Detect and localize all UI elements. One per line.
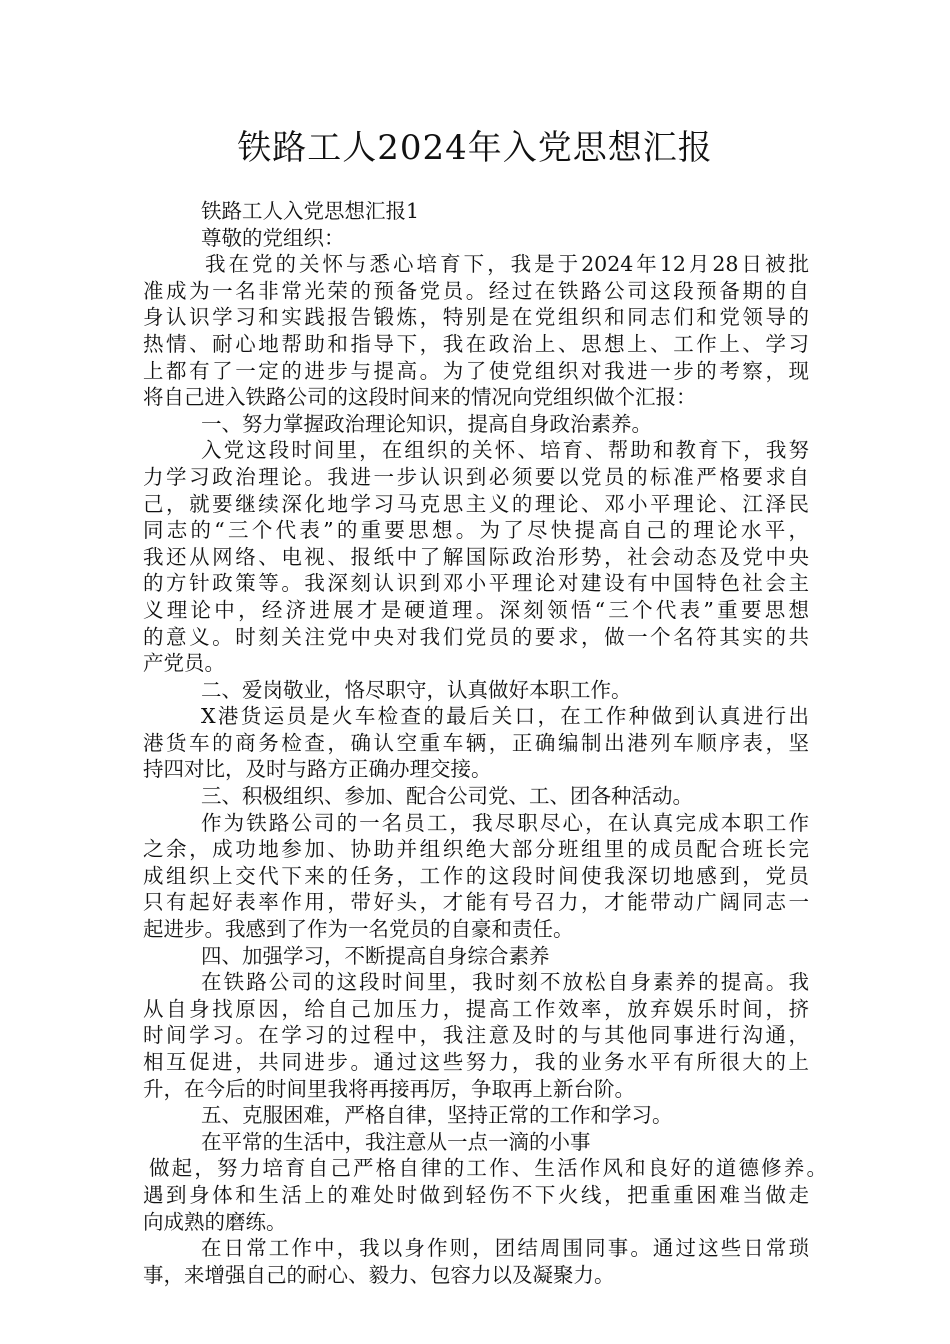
paragraph-line: 义理论中，经济进展才是硬道理。深刻领悟“三个代表”重要思想: [143, 597, 809, 622]
paragraph-line: 时间学习。在学习的过程中，我注意及时的与其他同事进行沟通，: [143, 1023, 809, 1048]
paragraph-line: 准成为一名非常光荣的预备党员。经过在铁路公司这段预备期的自: [143, 278, 809, 303]
paragraph-line: 我在党的关怀与悉心培育下，我是于2024年12月28日被批: [205, 252, 809, 277]
paragraph-line: 向成熟的磨练。: [143, 1209, 287, 1234]
paragraph-line: 港货车的商务检查，确认空重车辆，正确编制出港列车顺序表，坚: [143, 730, 809, 755]
paragraph-line: 起进步。我感到了作为一名党员的自豪和责任。: [143, 917, 574, 942]
paragraph-line: 入党这段时间里，在组织的关怀、培育、帮助和教育下，我努: [201, 438, 809, 463]
paragraph-line: 在平常的生活中，我注意从一点一滴的小事: [201, 1129, 591, 1154]
subtitle: 铁路工人入党思想汇报1: [201, 199, 420, 223]
paragraph-line: 身认识学习和实践报告锻炼，特别是在党组织和同志们和党领导的: [143, 305, 809, 330]
paragraph-line: 在日常工作中，我以身作则，团结周围同事。通过这些日常琐: [201, 1236, 809, 1261]
paragraph-line: 只有起好表率作用，带好头，才能有号召力，才能带动广阔同志一: [143, 890, 809, 915]
paragraph-line: 同志的“三个代表”的重要思想。为了尽快提高自己的理论水平，: [143, 518, 809, 543]
paragraph-line: 在铁路公司的这段时间里，我时刻不放松自身素养的提高。我: [201, 970, 809, 995]
paragraph-line: 上都有了一定的进步与提高。为了使党组织对我进一步的考察，现: [143, 358, 809, 383]
paragraph-line: 的意义。时刻关注党中央对我们党员的要求，做一个名符其实的共: [143, 624, 809, 649]
section-heading: 三、积极组织、参加、配合公司党、工、团各种活动。: [201, 784, 693, 809]
document-body: [143, 198, 827, 1288]
paragraph-line: 从自身找原因，给自己加压力，提高工作效率，放弃娱乐时间，挤: [143, 996, 809, 1021]
paragraph-line: 遇到身体和生活上的难处时做到轻伤不下火线，把重重困难当做走: [143, 1182, 809, 1207]
paragraph-line: 力学习政治理论。我进一步认识到必须要以党员的标准严格要求自: [143, 464, 809, 489]
paragraph-line: 升，在今后的时间里我将再接再厉，争取再上新台阶。: [143, 1076, 635, 1101]
section-heading: 四、加强学习，不断提高自身综合素养: [201, 943, 550, 968]
paragraph-line: 的方针政策等。我深刻认识到邓小平理论对建设有中国特色社会主: [143, 571, 809, 596]
paragraph-line: 热情、耐心地帮助和指导下，我在政治上、思想上、工作上、学习: [143, 331, 809, 356]
paragraph-line: 我还从网络、电视、报纸中了解国际政治形势，社会动态及党中央: [143, 544, 809, 569]
paragraph-line: 己，就要继续深化地学习马克思主义的理论、邓小平理论、江泽民: [143, 491, 809, 516]
paragraph-line: 成组织上交代下来的任务，工作的这段时间使我深切地感到，党员: [143, 863, 809, 888]
paragraph-line: 之余，成功地参加、协助并组织绝大部分班组里的成员配合班长完: [143, 837, 809, 862]
document-title: 铁路工人2024年入党思想汇报: [237, 128, 713, 168]
section-heading: 五、克服困难，严格自律，坚持正常的工作和学习。: [201, 1103, 673, 1128]
paragraph-line: 事，来增强自己的耐心、毅力、包容力以及凝聚力。: [143, 1262, 615, 1287]
salutation: 尊敬的党组织：: [201, 225, 345, 250]
paragraph-line: 作为铁路公司的一名员工，我尽职尽心，在认真完成本职工作: [201, 810, 809, 835]
paragraph-line: 做起，努力培育自己严格自律的工作、生活作风和良好的道德修养。: [149, 1156, 827, 1181]
section-heading: 二、爱岗敬业，恪尽职守，认真做好本职工作。: [201, 677, 632, 702]
paragraph-line: 将自己进入铁路公司的这段时间来的情况向党组织做个汇报：: [143, 385, 697, 410]
paragraph-line: 相互促进，共同进步。通过这些努力，我的业务水平有所很大的上: [143, 1050, 809, 1074]
section-heading: 一、努力掌握政治理论知识，提高自身政治素养。: [201, 411, 652, 436]
paragraph-line: 持四对比，及时与路方正确办理交接。: [143, 757, 492, 782]
paragraph-line: X港货运员是火车检查的最后关口，在工作种做到认真进行出: [201, 704, 809, 729]
paragraph-line: 产党员。: [143, 651, 225, 676]
